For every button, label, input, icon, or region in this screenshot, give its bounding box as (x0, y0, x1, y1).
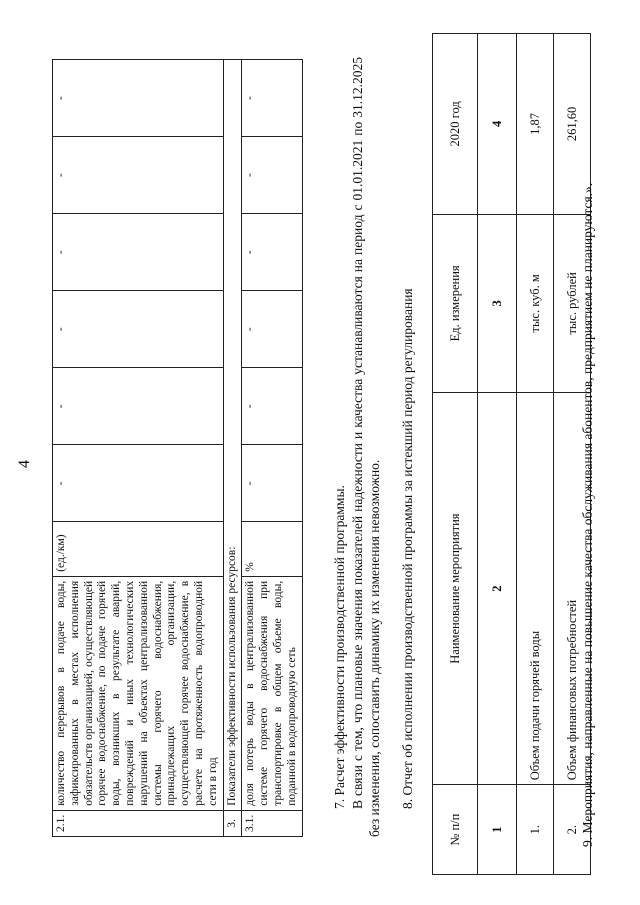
index-cell: 1 (478, 785, 517, 875)
unit-cell: (ед./км) (53, 522, 224, 576)
value-cell: - (242, 368, 302, 445)
row-unit: тыс. рублей (554, 214, 591, 392)
report-header-row (433, 34, 478, 875)
value-cell: - (53, 137, 224, 214)
value-cell: - (53, 368, 224, 445)
page-number: 4 (16, 460, 33, 468)
section-9-text: 9. Мероприятия, направленные на повышение качества обслуживания абонентов, предприятием не планируются.». (580, 182, 595, 847)
unit-cell: % (242, 522, 302, 576)
indicator-description: количество перерывов в подаче воды, зафиксированных в местах исполнения обязательств организацией, осуществляющей горячее водоснабжение, по подаче горячей воды, возникших в результате аварий, повреждений и иных технологических нарушений на объектах централизованной системы горячего водоснабжения, принадлежащих организации, осуществляющей горячее водоснабжение, в расчете на протяженность водопроводной сети в год (53, 576, 224, 810)
header-year: 2020 год (433, 34, 478, 215)
row-name: Объем подачи горячей воды (517, 392, 554, 784)
header-unit: Ед. измерения (433, 214, 478, 392)
indicator-description: доля потерь воды в централизованной системе горячего водоснабжения при транспортировке в общем объеме воды, поданной в водопроводную сеть (242, 576, 302, 810)
section-title: Показатели эффективности использования ресурсов: (223, 60, 242, 811)
value-cell: - (53, 60, 224, 137)
header-name: Наименование мероприятия (433, 392, 478, 784)
index-cell: 3 (478, 214, 517, 392)
section-8-heading: 8. Отчет об исполнении производственной программы за истекший период регулирования (400, 288, 415, 809)
index-cell: 4 (478, 34, 517, 215)
indicators-table (52, 59, 303, 837)
header-num: № п/п (433, 785, 478, 875)
row-name: Объем финансовых потребностей (554, 392, 591, 784)
row-number: 3.1. (242, 810, 302, 836)
table-row (223, 60, 242, 837)
section-7-text: В связи с тем, что плановые значения показателей надежности и качества устанавливаются на период с 01.01.2021 по 31.12.2025 без изменения, сопоставить динамику их изменения невозможно. (350, 57, 382, 837)
section-7-heading: 7. Расчет эффективности производственной программы. (332, 485, 347, 809)
value-cell: - (53, 445, 224, 522)
row-num: 2. (554, 785, 591, 875)
row-value: 1,87 (517, 34, 554, 215)
value-cell: - (242, 137, 302, 214)
value-cell: - (242, 445, 302, 522)
value-cell: - (53, 291, 224, 368)
report-index-row (478, 34, 517, 875)
value-cell: - (242, 60, 302, 137)
index-cell: 2 (478, 392, 517, 784)
table-row (517, 34, 554, 875)
row-number: 2.1. (53, 810, 224, 836)
row-number: 3. (223, 810, 242, 836)
table-row (242, 60, 302, 837)
table-row (53, 60, 224, 837)
value-cell: - (242, 214, 302, 291)
row-unit: тыс. куб. м (517, 214, 554, 392)
value-cell: - (53, 214, 224, 291)
row-value: 261,60 (554, 34, 591, 215)
value-cell: - (242, 291, 302, 368)
row-num: 1. (517, 785, 554, 875)
report-table (432, 33, 591, 875)
